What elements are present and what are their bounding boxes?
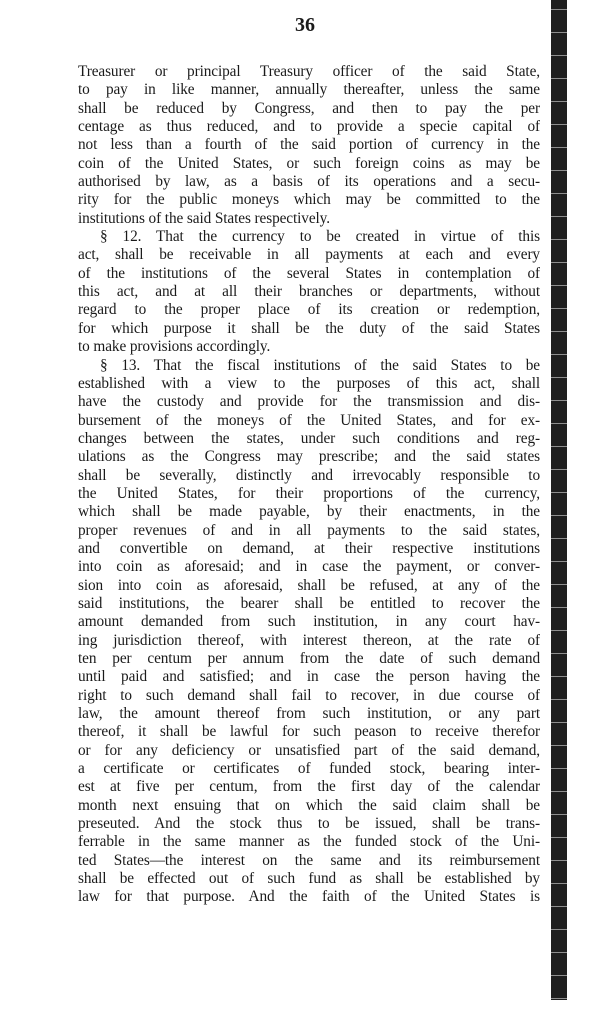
text-line: not less than a fourth of the said portion of currency in the	[78, 136, 540, 154]
text-line: and convertible on demand, at their respective institutions	[78, 539, 540, 557]
page-number: 36	[295, 14, 315, 36]
text-line: preseuted. And the stock thus to be issued, shall be trans-	[78, 815, 540, 833]
text-line: act, shall be receivable in all payments at each and every	[78, 246, 540, 264]
text-line: law, the amount thereof from such institution, or any part	[78, 705, 540, 723]
text-line: a certificate or certificates of funded stock, bearing inter-	[78, 760, 540, 778]
text-line: proper revenues of and in all payments to the said states,	[78, 521, 540, 539]
text-line: § 12. That the currency to be created in virtue of this	[100, 228, 540, 246]
text-line: this act, and at all their branches or departments, without	[78, 283, 540, 301]
text-line: shall be severally, distinctly and irrevocably responsible to	[78, 466, 540, 484]
text-line: est at five per centum, from the first day of the calendar	[78, 778, 540, 796]
text-line: thereof, it shall be lawful for such peason to receive therefor	[78, 723, 540, 741]
text-line: ing jurisdiction thereof, with interest thereon, at the rate of	[78, 631, 540, 649]
scan-edge-binding	[551, 0, 567, 1000]
text-line: the United States, for their proportions of the currency,	[78, 484, 540, 502]
text-line: of the institutions of the several States in contemplation of	[78, 264, 540, 282]
text-line: month next ensuing that on which the said claim shall be	[78, 796, 540, 814]
text-line: changes between the states, under such conditions and reg-	[78, 429, 540, 447]
text-line: coin of the United States, or such foreign coins as may be	[78, 154, 540, 172]
text-line: § 13. That the fiscal institutions of the said States to be	[100, 356, 540, 374]
text-line: to pay in like manner, annually thereafter, unless the same	[78, 81, 540, 99]
text-line: shall be reduced by Congress, and then to pay the per	[78, 99, 540, 117]
text-line: ulations as the Congress may prescribe; and the said states	[78, 448, 540, 466]
document-body	[78, 63, 540, 907]
text-line: or for any deficiency or unsatisfied part of the said demand,	[78, 741, 540, 759]
text-line: for which purpose it shall be the duty of the said States	[78, 319, 540, 337]
text-line: to make provisions accordingly.	[78, 338, 271, 356]
text-line: regard to the proper place of its creation or redemption,	[78, 301, 540, 319]
text-line: established with a view to the purposes of this act, shall	[78, 374, 540, 392]
text-line: authorised by law, as a basis of its operations and a secu-	[78, 173, 540, 191]
text-line: ten per centum per annum from the date of such demand	[78, 650, 540, 667]
text-line: ferrable in the same manner as the funded stock of the Uni-	[78, 833, 540, 851]
text-line: bursement of the moneys of the United States, and for ex-	[78, 411, 540, 429]
text-line: centage as thus reduced, and to provide a specie capital of	[78, 118, 540, 136]
text-line: Treasurer or principal Treasury officer of the said State,	[78, 63, 540, 80]
text-line: said institutions, the bearer shall be entitled to recover the	[78, 594, 540, 612]
text-line: until paid and satisfied; and in case the person having the	[78, 668, 540, 686]
text-line: ted States—the interest on the same and its reimbursement	[78, 851, 540, 869]
text-line: institutions of the said States respectively.	[78, 209, 330, 227]
text-line: sion into coin as aforesaid, shall be refused, at any of the	[78, 576, 540, 594]
text-line: right to such demand shall fail to recover, in due course of	[78, 686, 540, 704]
text-line: law for that purpose. And the faith of the United States is	[78, 888, 540, 906]
text-line: which shall be made payable, by their enactments, in the	[78, 503, 540, 521]
text-line: rity for the public moneys which may be committed to the	[78, 191, 540, 209]
text-line: amount demanded from such institution, in any court hav-	[78, 613, 540, 631]
text-line: into coin as aforesaid; and in case the payment, or conver-	[78, 558, 540, 576]
text-line: shall be effected out of such fund as shall be established by	[78, 870, 540, 888]
text-line: have the custody and provide for the transmission and dis-	[78, 393, 540, 411]
